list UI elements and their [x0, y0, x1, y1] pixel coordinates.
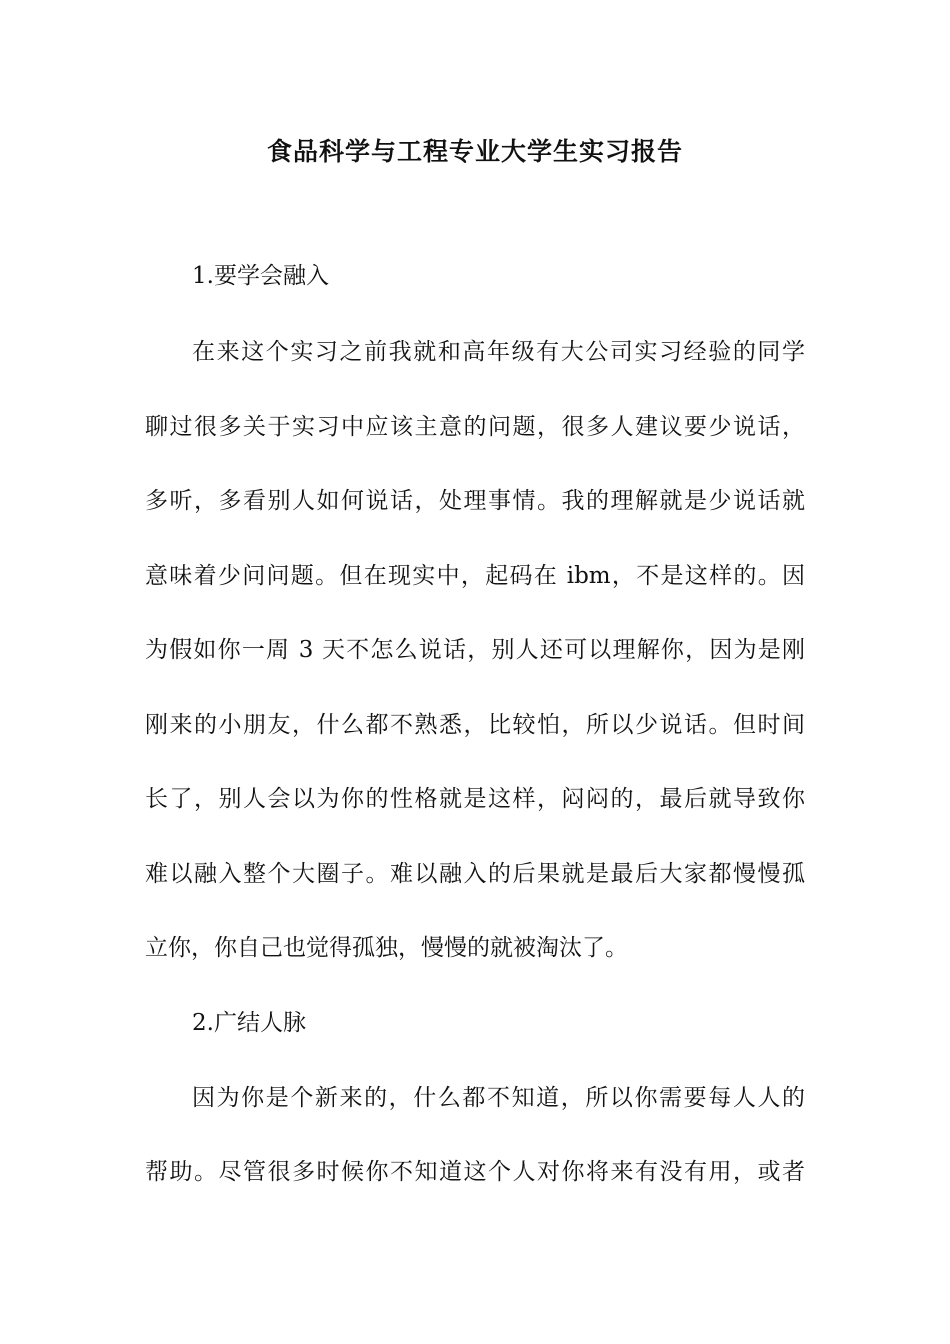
- document-title: 食品科学与工程专业大学生实习报告: [266, 137, 683, 166]
- paragraph-line: 长了，别人会以为你的性格就是这样，闷闷的，最后就导致你: [145, 786, 805, 812]
- section-heading-2: 2.广结人脉: [192, 1010, 306, 1036]
- paragraph-line: 意味着少问问题。但在现实中，起码在 ibm，不是这样的。因: [145, 563, 805, 589]
- paragraph-line: 难以融入整个大圈子。难以融入的后果就是最后大家都慢慢孤: [145, 861, 805, 887]
- section-heading-1: 1.要学会融入: [192, 263, 329, 289]
- paragraph-line: 为假如你一周 3 天不怎么说话，别人还可以理解你，因为是刚: [145, 637, 805, 663]
- paragraph-line: 因为你是个新来的，什么都不知道，所以你需要每人人的: [192, 1085, 805, 1111]
- paragraph-line: 帮助。尽管很多时候你不知道这个人对你将来有没有用，或者: [145, 1159, 805, 1185]
- paragraph-line: 聊过很多关于实习中应该主意的问题，很多人建议要少说话，: [145, 414, 805, 440]
- paragraph-line: 在来这个实习之前我就和高年级有大公司实习经验的同学: [192, 339, 805, 365]
- paragraph-line: 立你，你自己也觉得孤独，慢慢的就被淘汰了。: [145, 935, 628, 961]
- paragraph-line: 多听，多看别人如何说话，处理事情。我的理解就是少说话就: [145, 488, 805, 514]
- paragraph-line: 刚来的小朋友，什么都不熟悉，比较怕，所以少说话。但时间: [145, 712, 805, 738]
